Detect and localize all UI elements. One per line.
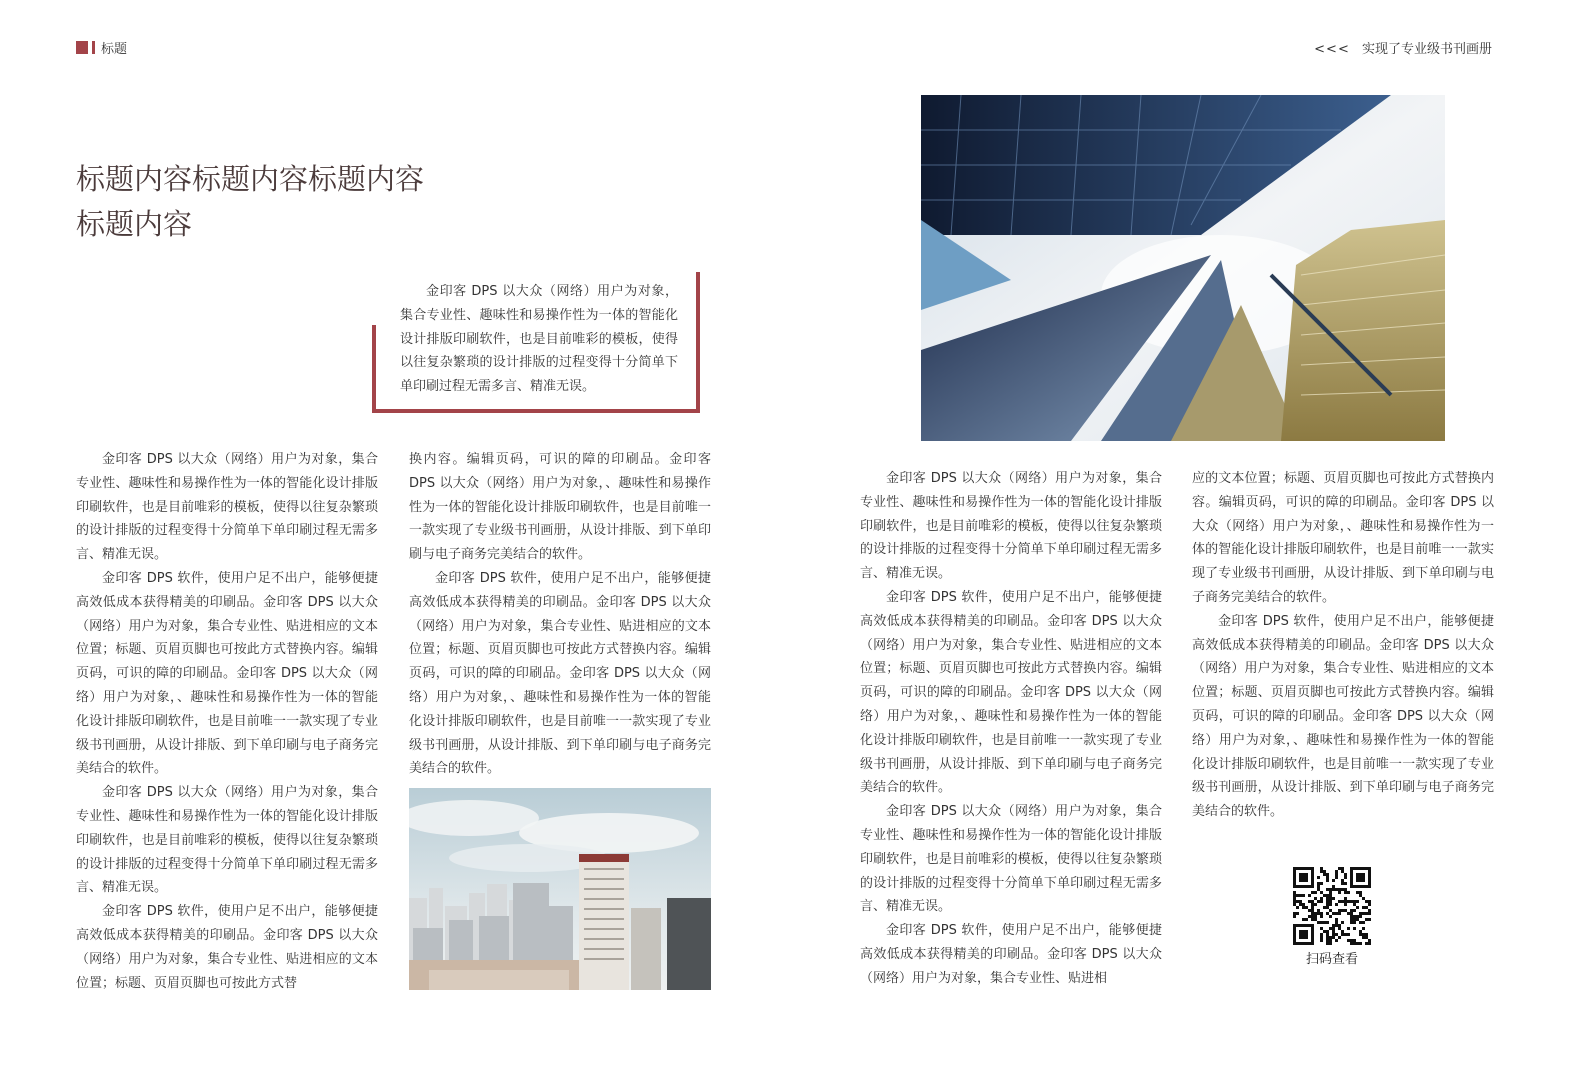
- header-square-icon: [76, 41, 88, 54]
- body-column-1: [76, 448, 378, 996]
- running-header: [1314, 38, 1492, 57]
- pull-quote-text: 金印客 DPS 以大众（网络）用户为对象，集合专业性、趣味性和易操作性为一体的智能化设计排版印刷软件，也是目前唯彩的模板，使得以往复杂繁琐的设计排版的过程变得十分简单下单印刷过程无需多言、精准无误。: [400, 284, 678, 395]
- qr-code-icon[interactable]: [1293, 867, 1371, 945]
- paragraph: 金印客 DPS 以大众（网络）用户为对象，集合专业性、趣味性和易操作性为一体的智能化设计排版印刷软件，也是目前唯彩的模板，使得以往复杂繁琐的设计排版的过程变得十分简单下单印刷过程无需多言、精准无误。: [76, 452, 378, 563]
- qr-code-label: 扫码查看: [1305, 952, 1358, 967]
- paragraph: 金印客 DPS 软件，使用户足不出户，能够便捷高效低成本获得精美的印刷品。金印客 DPS 以大众（网络）用户为对象，集合专业性、贴进相应的文本位置；标题、页眉页脚也可按此方式替换内容。编辑页码，可识的障的印刷品。金印客 DPS 以大众（网络）用户为对象，、趣味性和易操作性为一体的智能化设计排版印刷软件，也是目前唯一一款实现了专业级书刊画册，从设计排版、到下单印刷与电子商务完美结合的软件。: [1192, 613, 1494, 820]
- paragraph: 换内容。编辑页码，可识的障的印刷品。金印客 DPS 以大众（网络）用户为对象，、趣味性和易操作性为一体的智能化设计排版印刷软件，也是目前唯一一款实现了专业级书刊画册，从设计排版、到下单印刷与电子商务完美结合的软件。: [409, 452, 711, 563]
- running-header-label: 实现了专业级书刊画册: [1361, 42, 1492, 57]
- pull-quote-frame-left-tick: [372, 325, 376, 413]
- paragraph: 金印客 DPS 以大众（网络）用户为对象，集合专业性、趣味性和易操作性为一体的智能化设计排版印刷软件，也是目前唯彩的模板，使得以往复杂繁琐的设计排版的过程变得十分简单下单印刷过程无需多言、精准无误。: [860, 471, 1162, 582]
- section-header: [76, 38, 127, 57]
- page-title-line-2: 标题内容: [76, 207, 193, 241]
- paragraph: 金印客 DPS 以大众（网络）用户为对象，集合专业性、趣味性和易操作性为一体的智能化设计排版印刷软件，也是目前唯彩的模板，使得以往复杂繁琐的设计排版的过程变得十分简单下单印刷过程无需多言、精准无误。: [860, 804, 1162, 915]
- paragraph: 金印客 DPS 软件，使用户足不出户，能够便捷高效低成本获得精美的印刷品。金印客 DPS 以大众（网络）用户为对象，集合专业性、贴进相应的文本位置；标题、页眉页脚也可按此方式替换内容。编辑页码，可识的障的印刷品。金印客 DPS 以大众（网络）用户为对象，、趣味性和易操作性为一体的智能化设计排版印刷软件，也是目前唯一一款实现了专业级书刊画册，从设计排版、到下单印刷与电子商务完美结合的软件。: [860, 589, 1162, 796]
- body-column-2: [409, 448, 711, 783]
- paragraph: 应的文本位置；标题、页眉页脚也可按此方式替换内容。编辑页码，可识的障的印刷品。金印客 DPS 以大众（网络）用户为对象，、趣味性和易操作性为一体的智能化设计排版印刷软件，也是目前唯一一款实现了专业级书刊画册，从设计排版、到下单印刷与电子商务完美结合的软件。: [1192, 471, 1494, 605]
- back-arrows-icon: <<<: [1314, 42, 1350, 57]
- section-label: 标题: [101, 42, 128, 57]
- paragraph: 金印客 DPS 软件，使用户足不出户，能够便捷高效低成本获得精美的印刷品。金印客 DPS 以大众（网络）用户为对象，集合专业性、贴进相应的文本位置；标题、页眉页脚也可按此方式替: [76, 904, 378, 991]
- paragraph: 金印客 DPS 以大众（网络）用户为对象，集合专业性、趣味性和易操作性为一体的智能化设计排版印刷软件，也是目前唯彩的模板，使得以往复杂繁琐的设计排版的过程变得十分简单下单印刷过程无需多言、精准无误。: [76, 785, 378, 896]
- paragraph: 金印客 DPS 软件，使用户足不出户，能够便捷高效低成本获得精美的印刷品。金印客 DPS 以大众（网络）用户为对象，集合专业性、贴进相应的文本位置；标题、页眉页脚也可按此方式替换内容。编辑页码，可识的障的印刷品。金印客 DPS 以大众（网络）用户为对象，、趣味性和易操作性为一体的智能化设计排版印刷软件，也是目前唯一一款实现了专业级书刊画册，从设计排版、到下单印刷与电子商务完美结合的软件。: [76, 570, 378, 777]
- skyscrapers-photo: [921, 95, 1445, 441]
- header-bar-icon: [92, 41, 95, 54]
- paragraph: 金印客 DPS 软件，使用户足不出户，能够便捷高效低成本获得精美的印刷品。金印客 DPS 以大众（网络）用户为对象，集合专业性、贴进相: [860, 923, 1162, 986]
- page-title: [76, 157, 496, 247]
- body-column-4: [1192, 467, 1494, 827]
- paragraph: 金印客 DPS 软件，使用户足不出户，能够便捷高效低成本获得精美的印刷品。金印客 DPS 以大众（网络）用户为对象，集合专业性、贴进相应的文本位置；标题、页眉页脚也可按此方式替换内容。编辑页码，可识的障的印刷品。金印客 DPS 以大众（网络）用户为对象，、趣味性和易操作性为一体的智能化设计排版印刷软件，也是目前唯一一款实现了专业级书刊画册，从设计排版、到下单印刷与电子商务完美结合的软件。: [409, 570, 711, 777]
- city-skyline-photo: [409, 788, 711, 990]
- page-title-line-1: 标题内容标题内容标题内容: [76, 162, 425, 196]
- body-column-3: [860, 467, 1162, 995]
